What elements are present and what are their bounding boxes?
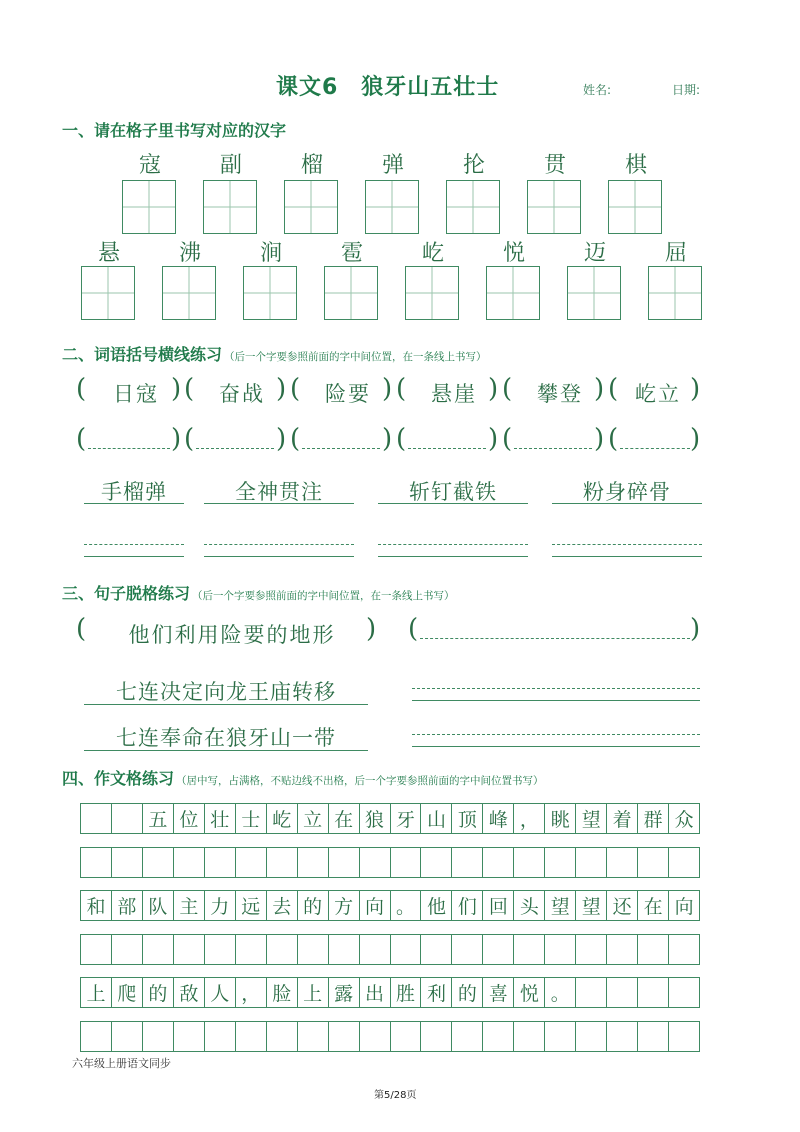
char-label: 贯 [543, 153, 566, 178]
composition-cell[interactable]: 爬 [112, 978, 143, 1007]
composition-cell[interactable] [607, 848, 638, 877]
composition-cell[interactable]: 望 [576, 891, 607, 920]
line-word: 全神贯注 [235, 480, 323, 504]
underline [84, 503, 184, 504]
close-paren: ) [690, 424, 701, 454]
composition-cell[interactable]: 着 [607, 804, 638, 833]
composition-cell[interactable]: 头 [514, 891, 545, 920]
char-label: 抡 [462, 153, 485, 178]
composition-cell[interactable]: 壮 [205, 804, 236, 833]
composition-cell[interactable] [360, 848, 391, 877]
composition-cell[interactable] [329, 848, 360, 877]
composition-cell[interactable] [669, 978, 699, 1007]
close-paren: ) [382, 424, 393, 454]
composition-cell[interactable] [452, 935, 483, 964]
composition-cell[interactable]: 回 [483, 891, 514, 920]
composition-cell[interactable] [112, 1022, 143, 1051]
writing-line[interactable] [196, 448, 274, 449]
composition-cell[interactable]: 在 [329, 804, 360, 833]
composition-cell[interactable]: 眺 [545, 804, 576, 833]
char-label: 雹 [340, 241, 363, 266]
section1-heading: 一、请在格子里书写对应的汉字 [62, 121, 287, 140]
underline [552, 503, 702, 504]
underline [84, 556, 184, 557]
composition-cell[interactable] [174, 935, 205, 964]
close-paren: ) [276, 374, 287, 404]
writing-line[interactable] [378, 544, 528, 545]
open-paren: ( [502, 424, 513, 454]
paren-word: 奋战 [219, 382, 265, 406]
composition-cell[interactable]: 顶 [452, 804, 483, 833]
open-paren: ( [76, 614, 87, 644]
underline [204, 556, 354, 557]
close-paren: ) [594, 424, 605, 454]
composition-cell[interactable]: 人 [205, 978, 236, 1007]
composition-cell[interactable]: 屹 [267, 804, 298, 833]
writing-line[interactable] [204, 544, 354, 545]
composition-cell[interactable] [267, 935, 298, 964]
open-paren: ( [290, 424, 301, 454]
composition-cell[interactable] [81, 935, 112, 964]
composition-cell[interactable]: 望 [576, 804, 607, 833]
composition-cell[interactable]: 的 [452, 978, 483, 1007]
writing-line[interactable] [620, 448, 690, 449]
composition-cell[interactable]: 的 [298, 891, 329, 920]
composition-cell[interactable] [267, 1022, 298, 1051]
composition-cell[interactable] [267, 848, 298, 877]
paren-word: 险要 [325, 382, 371, 406]
writing-box[interactable] [527, 180, 581, 234]
char-label: 棋 [624, 153, 647, 178]
close-paren: ) [276, 424, 287, 454]
composition-cell[interactable]: 利 [421, 978, 452, 1007]
composition-cell[interactable] [143, 1022, 174, 1051]
char-label: 沸 [178, 241, 201, 266]
composition-cell[interactable]: 位 [174, 804, 205, 833]
composition-cell[interactable] [452, 1022, 483, 1051]
open-paren: ( [396, 374, 407, 404]
composition-cell[interactable] [421, 848, 452, 877]
writing-box[interactable] [365, 180, 419, 234]
composition-cell[interactable]: 牙 [391, 804, 422, 833]
composition-cell[interactable]: 群 [638, 804, 669, 833]
paren-word: 屹立 [635, 382, 681, 406]
line-word: 手榴弹 [101, 480, 167, 504]
composition-cell[interactable] [329, 1022, 360, 1051]
open-paren: ( [290, 374, 301, 404]
composition-cell[interactable] [81, 1022, 112, 1051]
composition-cell[interactable] [421, 935, 452, 964]
composition-cell[interactable] [143, 848, 174, 877]
composition-cell[interactable]: 们 [452, 891, 483, 920]
composition-cell[interactable] [576, 978, 607, 1007]
writing-box[interactable] [203, 180, 257, 234]
composition-cell[interactable]: 远 [236, 891, 267, 920]
writing-line[interactable] [88, 448, 170, 449]
line-sentence: 七连决定向龙王庙转移 [116, 680, 336, 704]
composition-cell[interactable] [298, 935, 329, 964]
composition-cell[interactable] [483, 848, 514, 877]
section3-note: （后一个字要参照前面的字中间位置，在一条线上书写） [192, 590, 455, 602]
writing-line[interactable] [302, 448, 380, 449]
char-label: 榴 [300, 153, 323, 178]
composition-cell[interactable] [638, 848, 669, 877]
composition-cell[interactable]: ， [514, 804, 545, 833]
char-label: 迈 [583, 241, 606, 266]
composition-cell[interactable]: 。 [391, 891, 422, 920]
composition-cell[interactable] [360, 1022, 391, 1051]
composition-cell[interactable]: 敌 [174, 978, 205, 1007]
composition-cell[interactable] [112, 804, 143, 833]
composition-cell[interactable]: 山 [421, 804, 452, 833]
composition-cell[interactable]: 悦 [514, 978, 545, 1007]
composition-cell[interactable] [360, 935, 391, 964]
writing-box[interactable] [81, 266, 135, 320]
composition-cell[interactable]: 士 [236, 804, 267, 833]
char-label: 屈 [664, 241, 687, 266]
writing-line[interactable] [412, 688, 700, 689]
writing-box[interactable] [162, 266, 216, 320]
paren-word: 日寇 [113, 382, 159, 406]
composition-cell[interactable] [81, 848, 112, 877]
composition-cell[interactable] [638, 978, 669, 1007]
composition-cell[interactable]: 在 [638, 891, 669, 920]
open-paren: ( [396, 424, 407, 454]
close-paren: ) [488, 424, 499, 454]
open-paren: ( [502, 374, 513, 404]
writing-box[interactable] [122, 180, 176, 234]
composition-cell[interactable] [205, 935, 236, 964]
composition-cell[interactable]: 立 [298, 804, 329, 833]
composition-cell[interactable] [391, 848, 422, 877]
writing-line[interactable] [84, 544, 184, 545]
char-label: 副 [219, 153, 242, 178]
writing-line[interactable] [412, 734, 700, 735]
open-paren: ( [608, 374, 619, 404]
composition-cell[interactable]: 五 [143, 804, 174, 833]
composition-cell[interactable]: 和 [81, 891, 112, 920]
close-paren: ) [171, 424, 182, 454]
composition-cell[interactable]: 方 [329, 891, 360, 920]
char-label: 屹 [421, 241, 444, 266]
line-word: 粉身碎骨 [583, 480, 671, 504]
composition-cell[interactable] [607, 1022, 638, 1051]
composition-cell[interactable]: 的 [143, 978, 174, 1007]
composition-cell[interactable]: 狼 [360, 804, 391, 833]
composition-row [80, 1021, 700, 1052]
close-paren: ) [690, 614, 701, 644]
composition-cell[interactable] [669, 848, 699, 877]
composition-cell[interactable] [514, 848, 545, 877]
char-label: 悦 [502, 241, 525, 266]
composition-cell[interactable] [638, 1022, 669, 1051]
composition-cell[interactable]: 上 [81, 978, 112, 1007]
composition-cell[interactable] [545, 935, 576, 964]
writing-box[interactable] [446, 180, 500, 234]
composition-cell[interactable] [607, 978, 638, 1007]
char-label: 悬 [97, 241, 120, 266]
writing-line[interactable] [514, 448, 592, 449]
composition-cell[interactable] [452, 848, 483, 877]
composition-cell[interactable] [236, 1022, 267, 1051]
composition-cell[interactable]: 队 [143, 891, 174, 920]
composition-cell[interactable] [576, 935, 607, 964]
composition-cell[interactable] [576, 1022, 607, 1051]
char-label: 涧 [259, 241, 282, 266]
composition-cell[interactable] [205, 848, 236, 877]
underline [84, 704, 368, 705]
composition-cell[interactable] [298, 1022, 329, 1051]
close-paren: ) [382, 374, 393, 404]
underline [378, 503, 528, 504]
open-paren: ( [76, 374, 87, 404]
composition-cell[interactable] [545, 1022, 576, 1051]
paren-word: 攀登 [537, 382, 583, 406]
composition-cell[interactable] [607, 935, 638, 964]
paren-word: 悬崖 [431, 382, 477, 406]
close-paren: ) [690, 374, 701, 404]
composition-cell[interactable]: 脸 [267, 978, 298, 1007]
open-paren: ( [608, 424, 619, 454]
section4-heading: 四、作文格练习 （居中写，占满格，不贴边线不出格，后一个字要参照前面的字中间位置书写） [62, 769, 544, 788]
composition-cell[interactable]: 出 [360, 978, 391, 1007]
writing-box[interactable] [648, 266, 702, 320]
composition-cell[interactable] [143, 935, 174, 964]
char-label: 寇 [138, 153, 161, 178]
section3-heading: 三、句子脱格练习 （后一个字要参照前面的字中间位置，在一条线上书写） [62, 584, 455, 603]
underline [84, 750, 368, 751]
open-paren: ( [408, 614, 419, 644]
writing-box[interactable] [324, 266, 378, 320]
page-title: 课文6 狼牙山五壮士 [276, 75, 500, 100]
close-paren: ) [488, 374, 499, 404]
composition-cell[interactable] [421, 1022, 452, 1051]
writing-box[interactable] [243, 266, 297, 320]
composition-cell[interactable]: 喜 [483, 978, 514, 1007]
composition-cell[interactable] [391, 935, 422, 964]
line-sentence: 七连奉命在狼牙山一带 [116, 726, 336, 750]
composition-cell[interactable]: 去 [267, 891, 298, 920]
open-paren: ( [184, 374, 195, 404]
underline [412, 700, 700, 701]
composition-row [80, 803, 700, 834]
composition-cell[interactable] [112, 935, 143, 964]
composition-row [80, 890, 700, 921]
close-paren: ) [366, 614, 377, 644]
underline [204, 503, 354, 504]
writing-line[interactable] [408, 448, 486, 449]
composition-cell[interactable]: 望 [545, 891, 576, 920]
composition-cell[interactable] [545, 848, 576, 877]
composition-cell[interactable] [669, 935, 699, 964]
writing-box[interactable] [608, 180, 662, 234]
composition-cell[interactable]: 胜 [391, 978, 422, 1007]
writing-box[interactable] [405, 266, 459, 320]
composition-cell[interactable]: 主 [174, 891, 205, 920]
open-paren: ( [76, 424, 87, 454]
page-number: 第5/28页 [374, 1090, 417, 1101]
close-paren: ) [594, 374, 605, 404]
composition-cell[interactable] [174, 848, 205, 877]
section2-note: （后一个字要参照前面的字中间位置，在一条线上书写） [224, 351, 487, 363]
composition-row [80, 847, 700, 878]
composition-cell[interactable]: 众 [674, 809, 694, 831]
composition-cell[interactable] [236, 848, 267, 877]
composition-cell[interactable]: 向 [674, 896, 694, 918]
name-label: 姓名: [583, 83, 612, 97]
composition-cell[interactable] [391, 1022, 422, 1051]
composition-cell[interactable] [112, 848, 143, 877]
composition-cell[interactable] [483, 935, 514, 964]
composition-cell[interactable]: 部 [112, 891, 143, 920]
composition-cell[interactable] [174, 1022, 205, 1051]
underline [552, 556, 702, 557]
composition-cell[interactable]: 他 [421, 891, 452, 920]
writing-line[interactable] [552, 544, 702, 545]
composition-cell[interactable]: 露 [329, 978, 360, 1007]
paren-sentence: 他们利用险要的地形 [128, 623, 336, 647]
footer-text: 六年级上册语文同步 [72, 1057, 171, 1070]
underline [378, 556, 528, 557]
composition-cell[interactable] [236, 935, 267, 964]
composition-cell[interactable] [329, 935, 360, 964]
close-paren: ) [171, 374, 182, 404]
writing-box[interactable] [486, 266, 540, 320]
line-word: 斩钉截铁 [409, 480, 497, 504]
composition-cell[interactable] [514, 935, 545, 964]
section4-note: （居中写，占满格，不贴边线不出格，后一个字要参照前面的字中间位置书写） [176, 775, 544, 787]
composition-cell[interactable]: 向 [360, 891, 391, 920]
composition-cell[interactable]: 力 [205, 891, 236, 920]
composition-cell[interactable] [514, 1022, 545, 1051]
composition-cell[interactable]: ， [236, 978, 267, 1007]
composition-cell[interactable] [669, 1022, 699, 1051]
char-label: 弹 [381, 153, 404, 178]
composition-row [80, 934, 700, 965]
composition-cell[interactable]: 还 [607, 891, 638, 920]
open-paren: ( [184, 424, 195, 454]
composition-cell[interactable] [81, 804, 112, 833]
composition-cell[interactable] [205, 1022, 236, 1051]
date-label: 日期: [672, 83, 701, 97]
underline [412, 746, 700, 747]
composition-cell[interactable] [483, 1022, 514, 1051]
composition-cell[interactable] [576, 848, 607, 877]
composition-cell[interactable]: 上 [298, 978, 329, 1007]
composition-cell[interactable]: 。 [545, 978, 576, 1007]
writing-line[interactable] [420, 638, 690, 639]
writing-box[interactable] [284, 180, 338, 234]
composition-cell[interactable] [298, 848, 329, 877]
section2-heading: 二、词语括号横线练习 （后一个字要参照前面的字中间位置，在一条线上书写） [62, 345, 487, 364]
composition-cell[interactable] [638, 935, 669, 964]
writing-box[interactable] [567, 266, 621, 320]
composition-row [80, 977, 700, 1008]
composition-cell[interactable]: 峰 [483, 804, 514, 833]
